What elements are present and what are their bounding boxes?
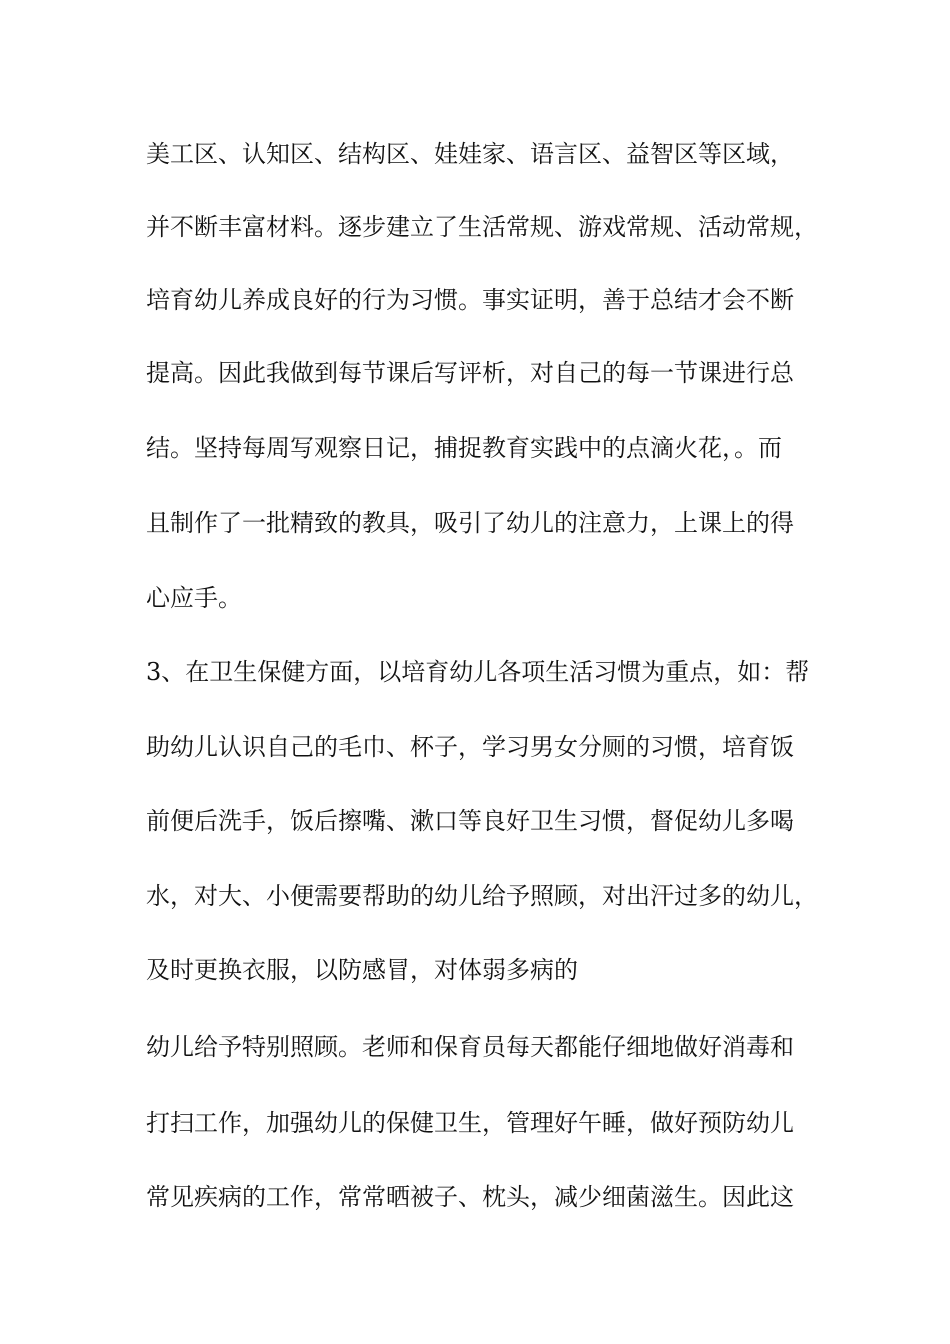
- text-line: 前便后洗手，饭后擦嘴、漱口等良好卫生习惯，督促幼儿多喝: [146, 807, 794, 835]
- text-line: 助幼儿认识自己的毛巾、杯子，学习男女分厕的习惯，培育饭: [146, 733, 794, 761]
- text-line: 水，对大、小便需要帮助的幼儿给予照顾，对出汗过多的幼儿，: [146, 882, 818, 910]
- text-line: 及时更换衣服，以防感冒，对体弱多病的: [146, 956, 578, 984]
- text-line: 打扫工作，加强幼儿的保健卫生，管理好午睡，做好预防幼儿: [146, 1109, 794, 1137]
- text-line: 培育幼儿养成良好的行为习惯。事实证明，善于总结才会不断: [146, 286, 794, 314]
- text-line: 提高。因此我做到每节课后写评析，对自己的每一节课进行总: [146, 359, 794, 387]
- text-line: 并不断丰富材料。逐步建立了生活常规、游戏常规、活动常规，: [146, 213, 818, 241]
- text-line: 心应手。: [146, 584, 242, 612]
- text-line: 美工区、认知区、结构区、娃娃家、语言区、益智区等区域，: [146, 140, 794, 168]
- text-line: 结。坚持每周写观察日记，捕捉教育实践中的点滴火花，。而: [146, 434, 782, 462]
- text-line: 幼儿给予特别照顾。老师和保育员每天都能仔细地做好消毒和: [146, 1033, 794, 1061]
- text-line: 3、在卫生保健方面，以培育幼儿各项生活习惯为重点，如：帮: [146, 658, 810, 686]
- text-line: 常见疾病的工作，常常晒被子、枕头，减少细菌滋生。因此这: [146, 1183, 794, 1211]
- text-line: 且制作了一批精致的教具，吸引了幼儿的注意力，上课上的得: [146, 509, 794, 537]
